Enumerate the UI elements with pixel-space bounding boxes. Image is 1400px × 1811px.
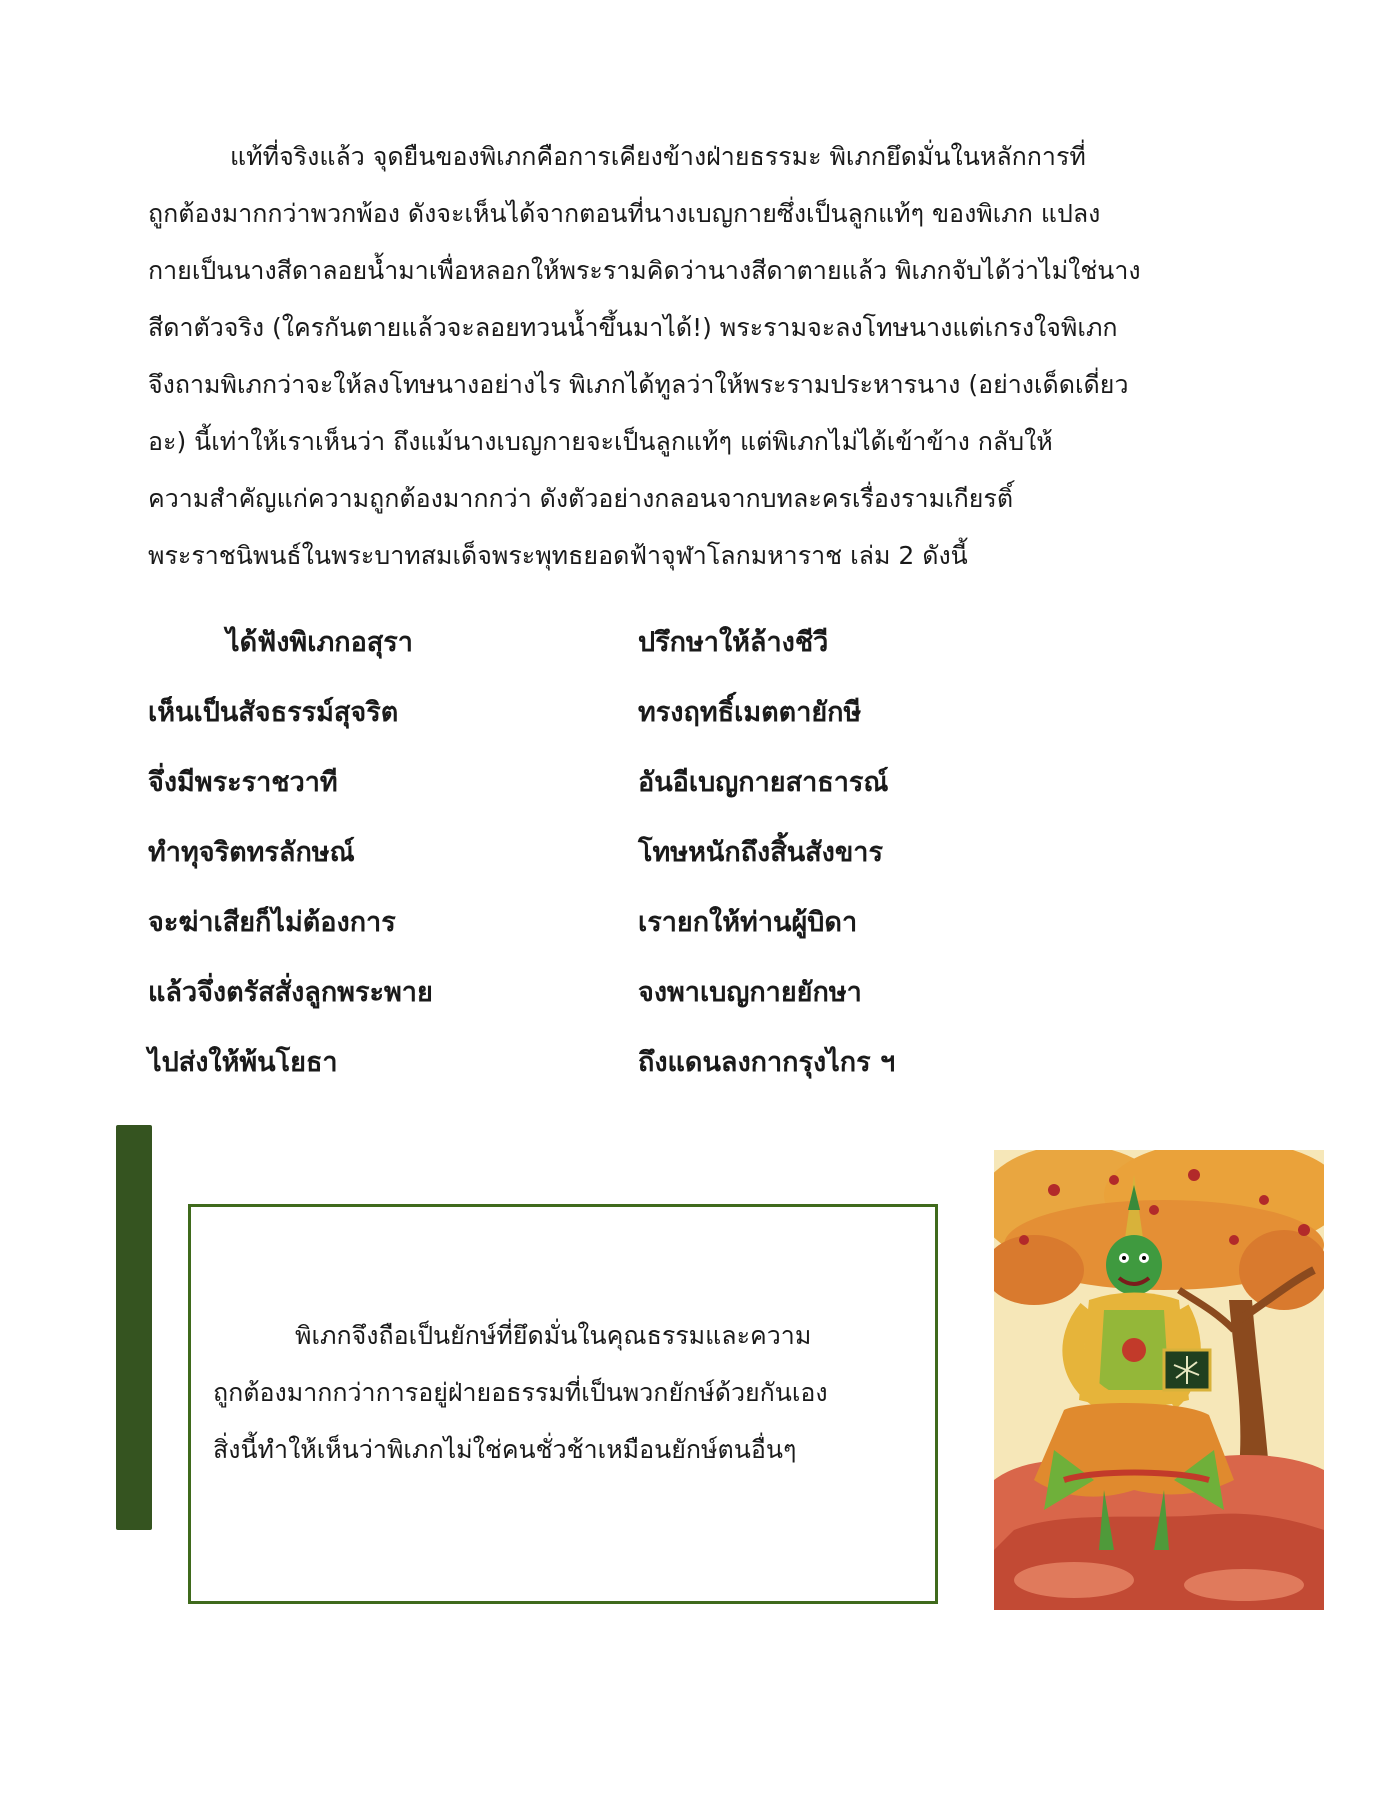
poem-row: [148, 608, 1148, 678]
poem-right-line: เรายกให้ท่านผู้บิดา: [638, 907, 858, 938]
paragraph-line: อะ) นี้เท่าให้เราเห็นว่า ถึงแม้นางเบญกายจะเป็นลูกแท้ๆ แต่พิเภกไม่ได้เข้าข้าง กลับให้: [148, 427, 1053, 456]
accent-bar: [116, 1125, 152, 1530]
poem-row: [148, 678, 1148, 748]
poem-right-line: ปรึกษาให้ล้างชีวี: [638, 627, 829, 658]
poem-left-line: แล้วจึ่งตรัสสั่งลูกพระพาย: [148, 977, 433, 1008]
poem-verse: [148, 608, 1148, 1098]
poem-row: [148, 888, 1148, 958]
body-paragraph: [148, 128, 1248, 584]
poem-row: [148, 748, 1148, 818]
callout-line: ถูกต้องมากกว่าการอยู่ฝ่ายอธรรมที่เป็นพวกยักษ์ด้วยกันเอง: [213, 1378, 828, 1407]
paragraph-line: สีดาตัวจริง (ใครกันตายแล้วจะลอยทวนน้ำขึ้นมาได้!) พระรามจะลงโทษนางแต่เกรงใจพิเภก: [148, 313, 1118, 342]
poem-left-line: ไปส่งให้พ้นโยธา: [148, 1047, 338, 1078]
paragraph-line: แท้ที่จริงแล้ว จุดยืนของพิเภกคือการเคียงข้างฝ่ายธรรมะ พิเภกยึดมั่นในหลักการที่: [230, 142, 1086, 171]
poem-right-line: โทษหนักถึงสิ้นสังขาร: [638, 837, 883, 868]
poem-right-line: ถึงแดนลงกากรุงไกร ฯ: [638, 1047, 896, 1078]
callout-text: [213, 1307, 913, 1478]
poem-row: [148, 958, 1148, 1028]
poem-left-line: ได้ฟังพิเภกอสุรา: [226, 627, 413, 658]
poem-row: [148, 1028, 1148, 1098]
callout-box: [188, 1204, 938, 1604]
poem-left-line: ทำทุจริตทรลักษณ์: [148, 837, 355, 868]
paragraph-line: จึงถามพิเภกว่าจะให้ลงโทษนางอย่างไร พิเภกได้ทูลว่าให้พระรามประหารนาง (อย่างเด็ดเดี่ยว: [148, 370, 1129, 399]
poem-row: [148, 818, 1148, 888]
tree-canopy: [994, 1150, 1324, 1310]
poem-right-line: จงพาเบญกายยักษา: [638, 977, 862, 1008]
poem-left-line: จึ่งมีพระราชวาที: [148, 767, 338, 798]
paragraph-line: พระราชนิพนธ์ในพระบาทสมเด็จพระพุทธยอดฟ้าจุฬาโลกมหาราช เล่ม 2 ดังนี้: [148, 541, 968, 570]
phiphek-illustration: [994, 1150, 1324, 1610]
paragraph-line: กายเป็นนางสีดาลอยน้ำมาเพื่อหลอกให้พระรามคิดว่านางสีดาตายแล้ว พิเภกจับได้ว่าไม่ใช่นาง: [148, 256, 1141, 285]
poem-left-line: จะฆ่าเสียก็ไม่ต้องการ: [148, 907, 396, 938]
paragraph-line: ถูกต้องมากกว่าพวกพ้อง ดังจะเห็นได้จากตอนที่นางเบญกายซึ่งเป็นลูกแท้ๆ ของพิเภก แปลง: [148, 199, 1101, 228]
paragraph-line: ความสำคัญแก่ความถูกต้องมากกว่า ดังตัวอย่างกลอนจากบทละครเรื่องรามเกียรติ์: [148, 484, 1014, 513]
poem-right-line: อันอีเบญกายสาธารณ์: [638, 767, 889, 798]
poem-right-line: ทรงฤทธิ์เมตตายักษี: [638, 697, 862, 728]
callout-line: พิเภกจึงถือเป็นยักษ์ที่ยึดมั่นในคุณธรรมและความ: [295, 1321, 812, 1350]
callout-line: สิ่งนี้ทำให้เห็นว่าพิเภกไม่ใช่คนชั่วช้าเหมือนยักษ์ตนอื่นๆ: [213, 1435, 797, 1464]
poem-left-line: เห็นเป็นสัจธรรม์สุจริต: [148, 697, 399, 728]
